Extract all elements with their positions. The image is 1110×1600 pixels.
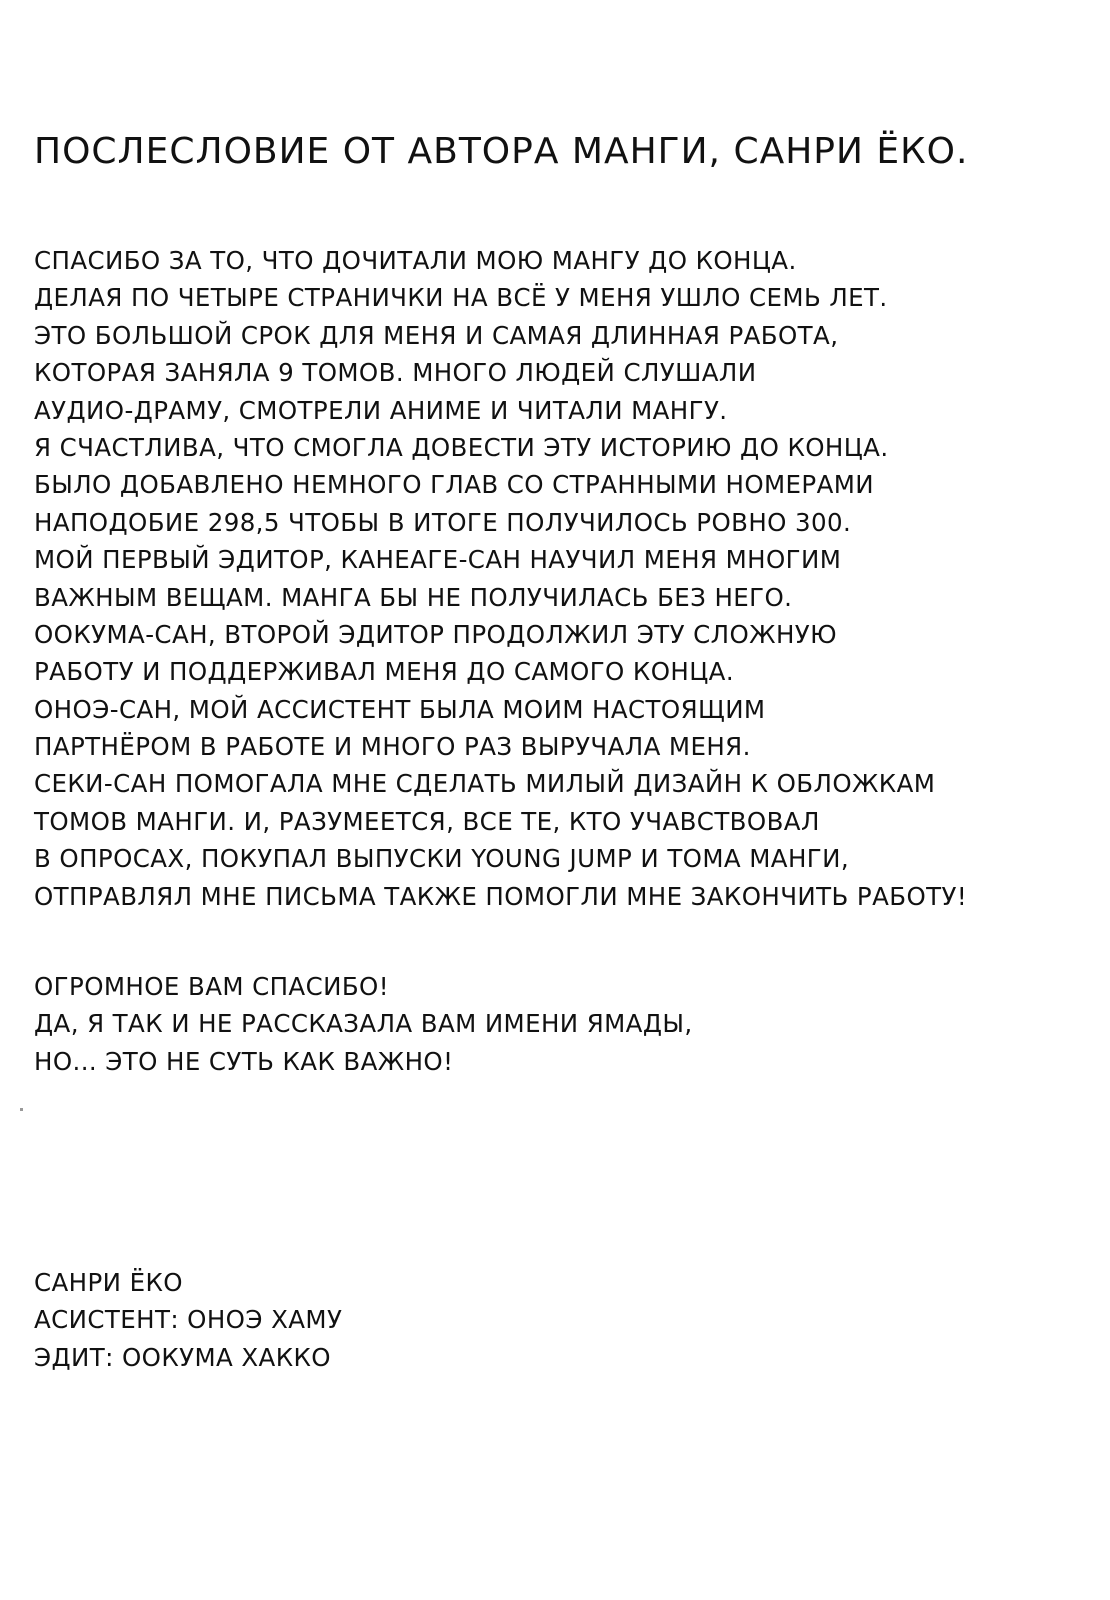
body-line: В ОПРОСАХ, ПОКУПАЛ ВЫПУСКИ YOUNG JUMP И ТОМА МАНГИ, (34, 844, 850, 874)
body-line: ОТПРАВЛЯЛ МНЕ ПИСЬМА ТАКЖЕ ПОМОГЛИ МНЕ ЗАКОНЧИТЬ РАБОТУ! (34, 881, 968, 911)
body-line: ПАРТНЁРОМ В РАБОТЕ И МНОГО РАЗ ВЫРУЧАЛА МЕНЯ. (34, 732, 751, 762)
thanks-section (34, 968, 693, 1080)
credit-author: САНРИ ЁКО (34, 1268, 183, 1297)
body-line: НАПОДОБИЕ 298,5 ЧТОБЫ В ИТОГЕ ПОЛУЧИЛОСЬ РОВНО 300. (34, 507, 852, 537)
credits-section (34, 1264, 342, 1376)
thanks-line: ОГРОМНОЕ ВАМ СПАСИБО! (34, 972, 389, 1001)
credit-assistant: АСИСТЕНТ: ОНОЭ ХАМУ (34, 1305, 343, 1335)
body-line: РАБОТУ И ПОДДЕРЖИВАЛ МЕНЯ ДО САМОГО КОНЦА. (34, 657, 735, 687)
thanks-line: ДА, Я ТАК И НЕ РАССКАЗАЛА ВАМ ИМЕНИ ЯМАДЫ, (34, 1009, 693, 1039)
body-line: ООКУМА-САН, ВТОРОЙ ЭДИТОР ПРОДОЛЖИЛ ЭТУ СЛОЖНУЮ (34, 619, 837, 649)
afterword-body (34, 242, 967, 915)
body-line: АУДИО-ДРАМУ, СМОТРЕЛИ АНИМЕ И ЧИТАЛИ МАНГУ. (34, 395, 728, 425)
body-line: КОТОРАЯ ЗАНЯЛА 9 ТОМОВ. МНОГО ЛЮДЕЙ СЛУШАЛИ (34, 358, 757, 388)
thanks-line: НО... ЭТО НЕ СУТЬ КАК ВАЖНО! (34, 1046, 454, 1076)
body-line: ЭТО БОЛЬШОЙ СРОК ДЛЯ МЕНЯ И САМАЯ ДЛИННАЯ РАБОТА, (34, 320, 839, 350)
body-line: МОЙ ПЕРВЫЙ ЭДИТОР, КАНЕАГЕ-САН НАУЧИЛ МЕНЯ МНОГИМ (34, 545, 842, 575)
credit-editor: ЭДИТ: ООКУМА ХАККО (34, 1342, 331, 1372)
page-title: ПОСЛЕСЛОВИЕ ОТ АВТОРА МАНГИ, САНРИ ЁКО. (34, 131, 969, 172)
body-line: ВАЖНЫМ ВЕЩАМ. МАНГА БЫ НЕ ПОЛУЧИЛАСЬ БЕЗ НЕГО. (34, 582, 793, 612)
body-line: БЫЛО ДОБАВЛЕНО НЕМНОГО ГЛАВ СО СТРАННЫМИ НОМЕРАМИ (34, 470, 875, 500)
body-line: ОНОЭ-САН, МОЙ АССИСТЕНТ БЫЛА МОИМ НАСТОЯЩИМ (34, 694, 766, 724)
body-line: СПАСИБО ЗА ТО, ЧТО ДОЧИТАЛИ МОЮ МАНГУ ДО КОНЦА. (34, 246, 797, 275)
scan-speck (20, 1108, 23, 1111)
body-line: Я СЧАСТЛИВА, ЧТО СМОГЛА ДОВЕСТИ ЭТУ ИСТОРИЮ ДО КОНЦА. (34, 432, 889, 462)
body-line: СЕКИ-САН ПОМОГАЛА МНЕ СДЕЛАТЬ МИЛЫЙ ДИЗАЙН К ОБЛОЖКАМ (34, 769, 936, 799)
body-line: ТОМОВ МАНГИ. И, РАЗУМЕЕТСЯ, ВСЕ ТЕ, КТО УЧАВСТВОВАЛ (34, 806, 820, 836)
body-line: ДЕЛАЯ ПО ЧЕТЫРЕ СТРАНИЧКИ НА ВСЁ У МЕНЯ УШЛО СЕМЬ ЛЕТ. (34, 283, 888, 313)
